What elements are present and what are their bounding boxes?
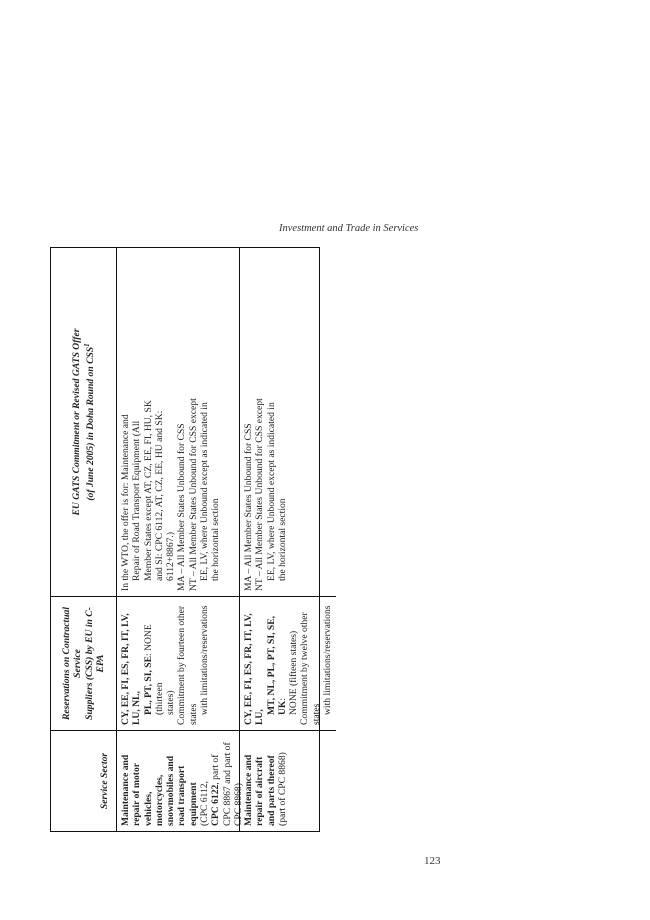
row2-reservations: CY, EE, FI, ES, FR, IT, LV, LU, MT, NL, PL, PT, SI, SE, UK: NONE (fifteen states) Commitment by twelve other states with limitations/reservations [239, 597, 336, 731]
header-service-sector: Service Sector [98, 752, 110, 810]
row1-reservations: CY, EE, FI, ES, FR, IT, LV, LU, NL, PL, PT, SI, SE: NONE (thirteen states) Commitment by fourteen other states with limitations/reservations [116, 597, 239, 731]
page-number: 123 [424, 855, 441, 867]
header-reservations: Reservations on Contractual Service Suppliers (CSS) by EU in C-EPA [51, 597, 116, 731]
rotated-table-container [50, 247, 334, 832]
running-head: Investment and Trade in Services [279, 223, 419, 234]
row2-gats: MA – All Member States Unbound for CSS NT – All Member States Unbound for CSS except EE, LV, where Unbound except as indicated in the horizontal section [239, 248, 336, 597]
header-gats-offer: EU GATS Commitment or Revised GATS Offer (of June 2005) in Doha Round on CSS$^1$ [51, 248, 116, 597]
row1-gats: In the WTO, the offer is for: Maintenance and Repair of Road Transport Equipment (All Member States except AT, CZ, EE, FI, HU, SK and SI: CPC 6112, AT, CZ, EE, HU and SK: 6112+8867.) MA – All Member States Unbound for CSS NT – All Member States Unbound for CSS except EE, LV, where Unbound except as indicated in the horizontal section [116, 248, 239, 597]
css-commitments-table [50, 247, 334, 832]
row1-sector: Maintenance and repair of motor vehicles, motorcycles, snowmobiles and road transport equipment (CPC 6112, CPC 6122, part of CPC 8867 and part of CPC 8868) [116, 731, 239, 831]
row2-sector: Maintenance and repair of aircraft and parts thereof (part of CPC 8868) [239, 731, 336, 831]
